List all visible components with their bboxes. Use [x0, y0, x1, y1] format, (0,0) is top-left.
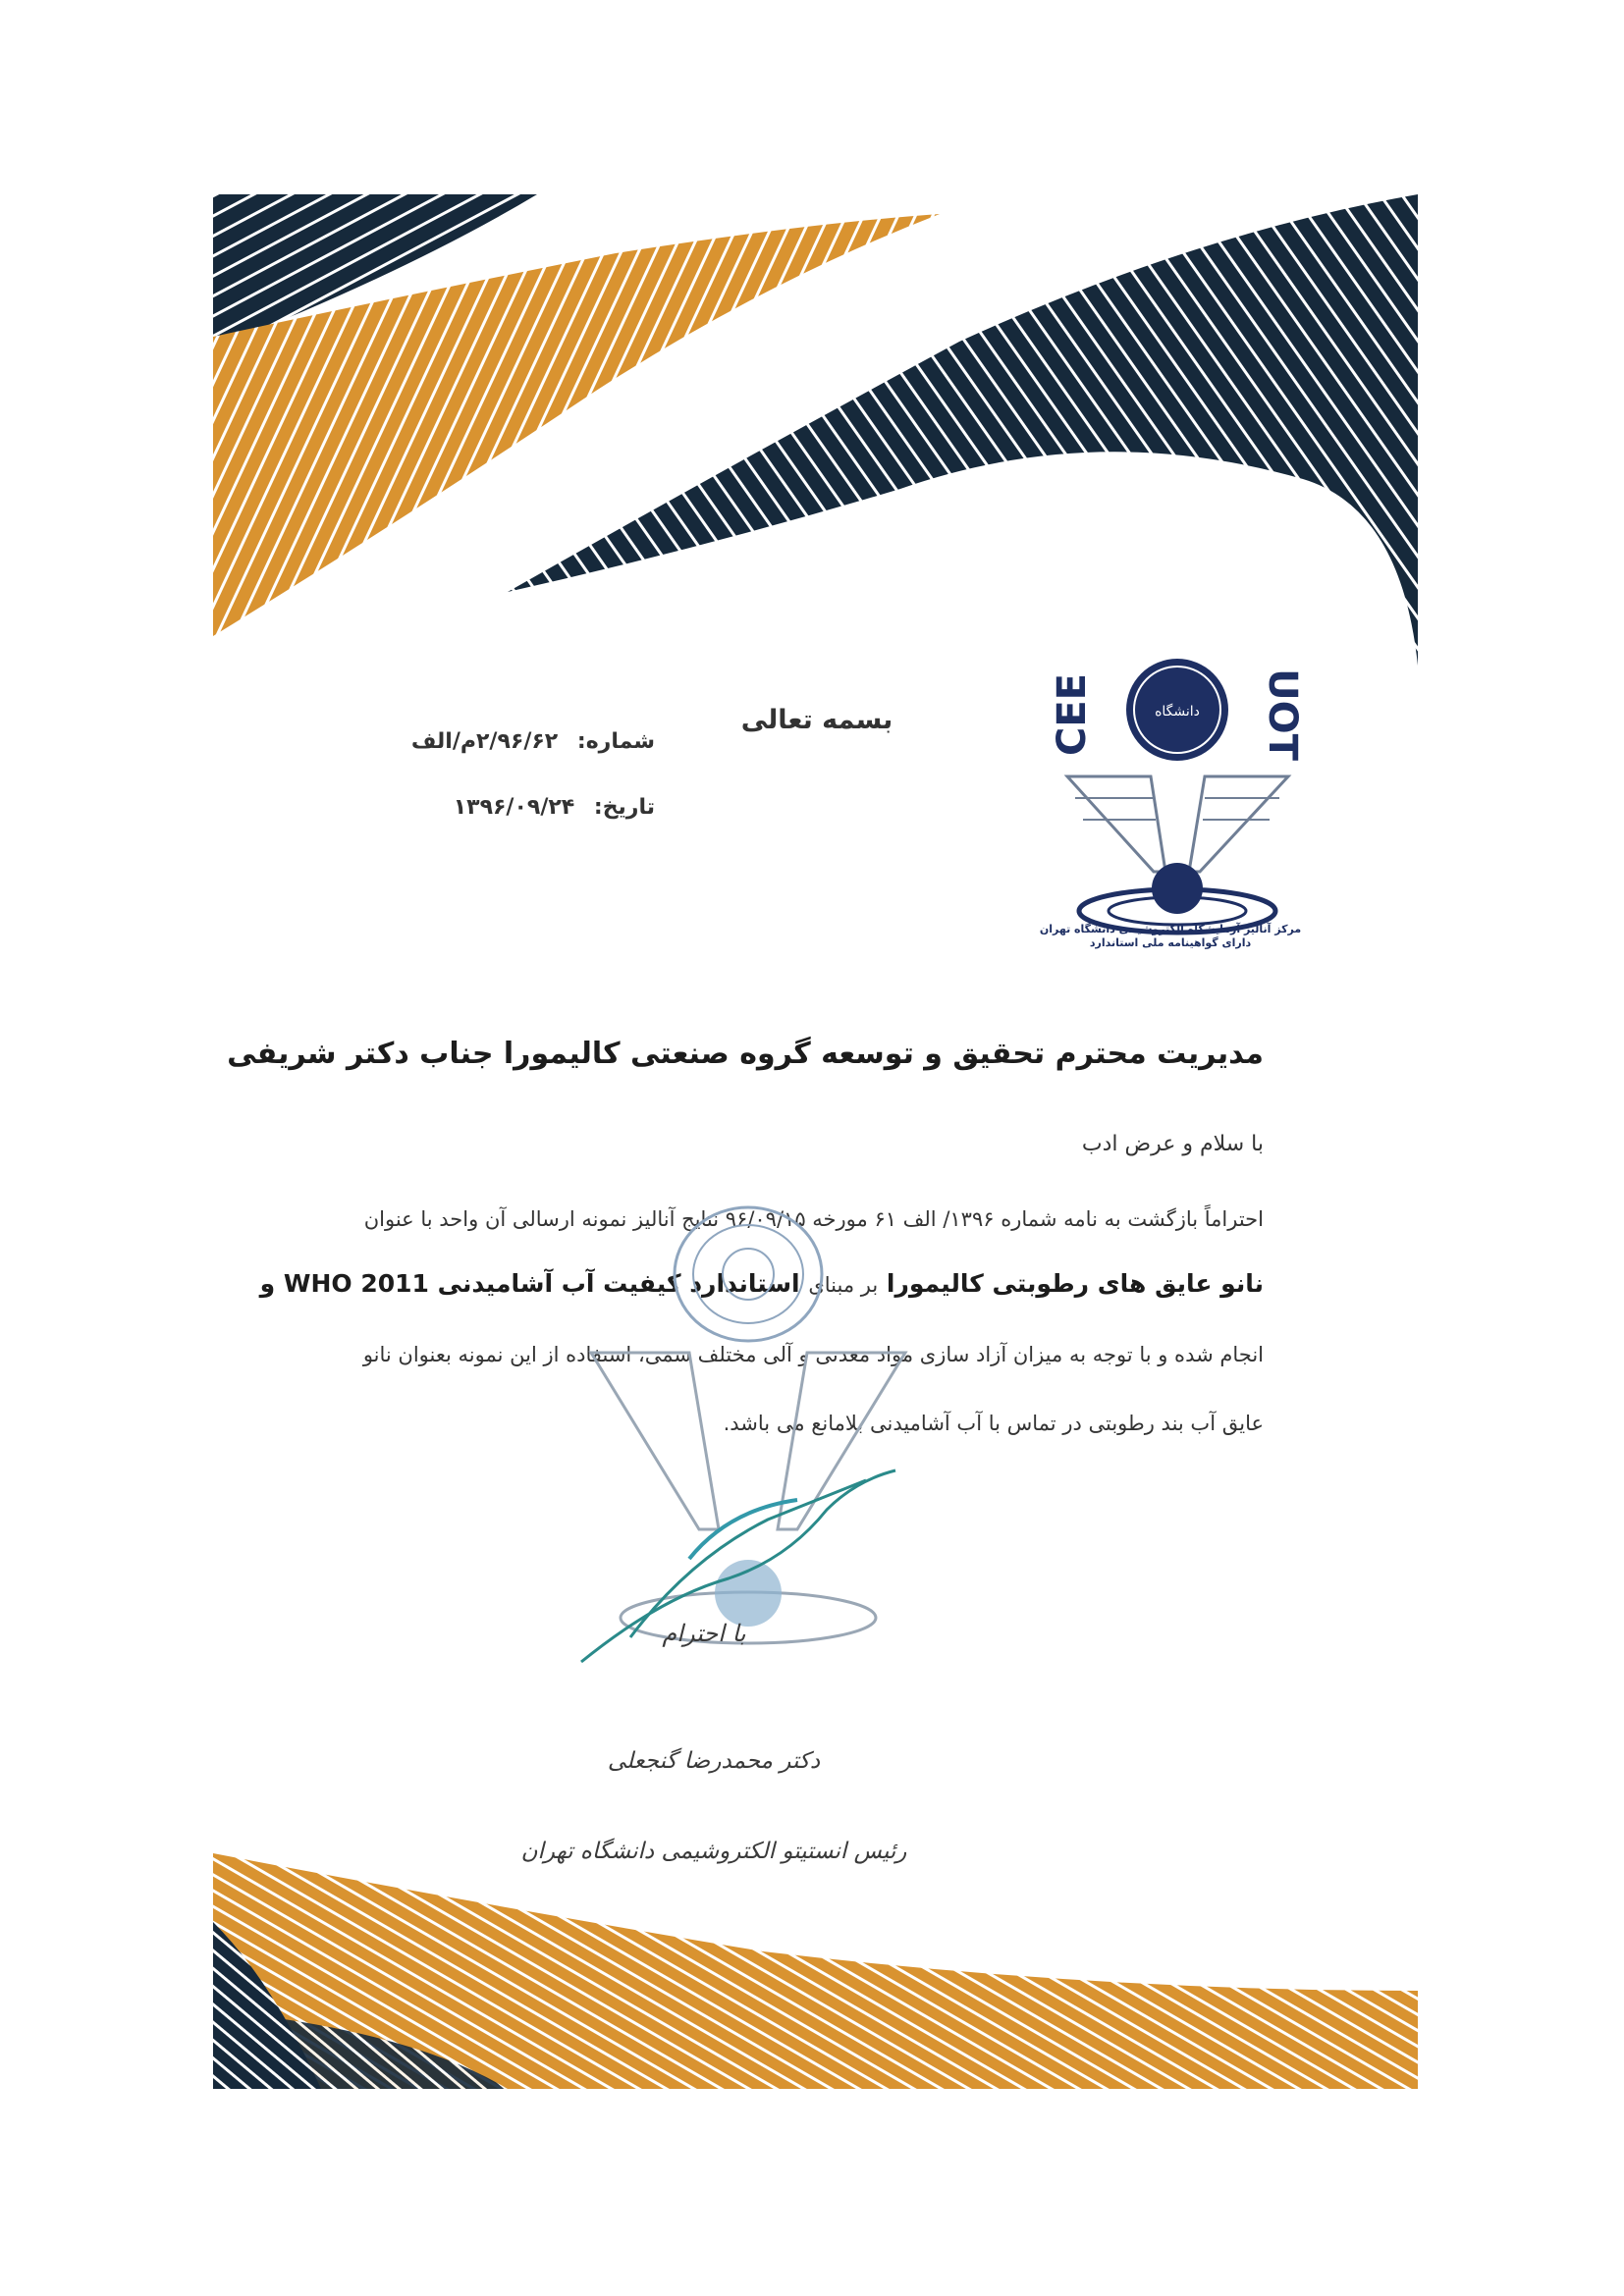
- number-value: ۲/۹۶/۶۲م/الف: [410, 729, 559, 754]
- signatory-name: دکتر محمدرضا گنجعلی: [607, 1748, 821, 1774]
- letter-page: [213, 194, 1418, 2089]
- product-name: نانو عایق های رطوبتی کالیمورا: [886, 1269, 1264, 1298]
- logo-drop: [1152, 863, 1203, 914]
- number-label: شماره:: [576, 729, 655, 754]
- body-line-3: انجام شده و با توجه به میزان آزاد سازی مواد معدنی و آلی مختلف سمی، استفاده از این نمونه بعنوان نانو: [362, 1343, 1264, 1366]
- recipient-line: مدیریت محترم تحقیق و توسعه گروه صنعتی کالیمورا جناب دکتر شریفی: [227, 1037, 1264, 1071]
- signatory-title: رئیس انستیتو الکتروشیمی دانشگاه تهران: [520, 1839, 907, 1864]
- date-label: تاریخ:: [593, 795, 655, 820]
- body-line-2-connector: بر مبنای: [808, 1273, 879, 1297]
- logo-caption-line2: دارای گواهینامه ملی استاندارد: [1089, 936, 1252, 949]
- closing-respect: با احترام: [662, 1620, 746, 1647]
- logo-right-letters: UOT: [1260, 668, 1305, 761]
- institute-logo: [1048, 631, 1323, 945]
- date-value: ۱۳۹۶/۰۹/۲۴: [453, 795, 575, 820]
- body-line-1: احتراماً بازگشت به نامه شماره ۱۳۹۶/ الف ۶۱ مورخه ۹۶/۰۹/۱۵ نتایج آنالیز نمونه ارسالی آن واحد با عنوان: [363, 1207, 1264, 1231]
- standard-name: استاندارد کیفیت آب آشامیدنی WHO 2011 و: [259, 1269, 800, 1298]
- letter-date: [400, 795, 655, 820]
- letter-number: [400, 729, 655, 754]
- round-seal: [675, 1207, 822, 1341]
- logo-caption: [1018, 923, 1323, 950]
- logo-left-letters: CEE: [1050, 672, 1095, 757]
- body-line-4: عایق آب بند رطوبتی در تماس با آب آشامیدنی بلامانع می باشد.: [723, 1412, 1264, 1435]
- logo-emblem-text: دانشگاه: [1155, 704, 1200, 720]
- logo-caption-line1: مرکز آنالیز آزمایشگاه الکتروشیمی دانشگاه تهران: [1039, 923, 1302, 935]
- salutation: با سلام و عرض ادب: [1081, 1132, 1264, 1156]
- bismillah-heading: بسمه تعالی: [740, 705, 893, 735]
